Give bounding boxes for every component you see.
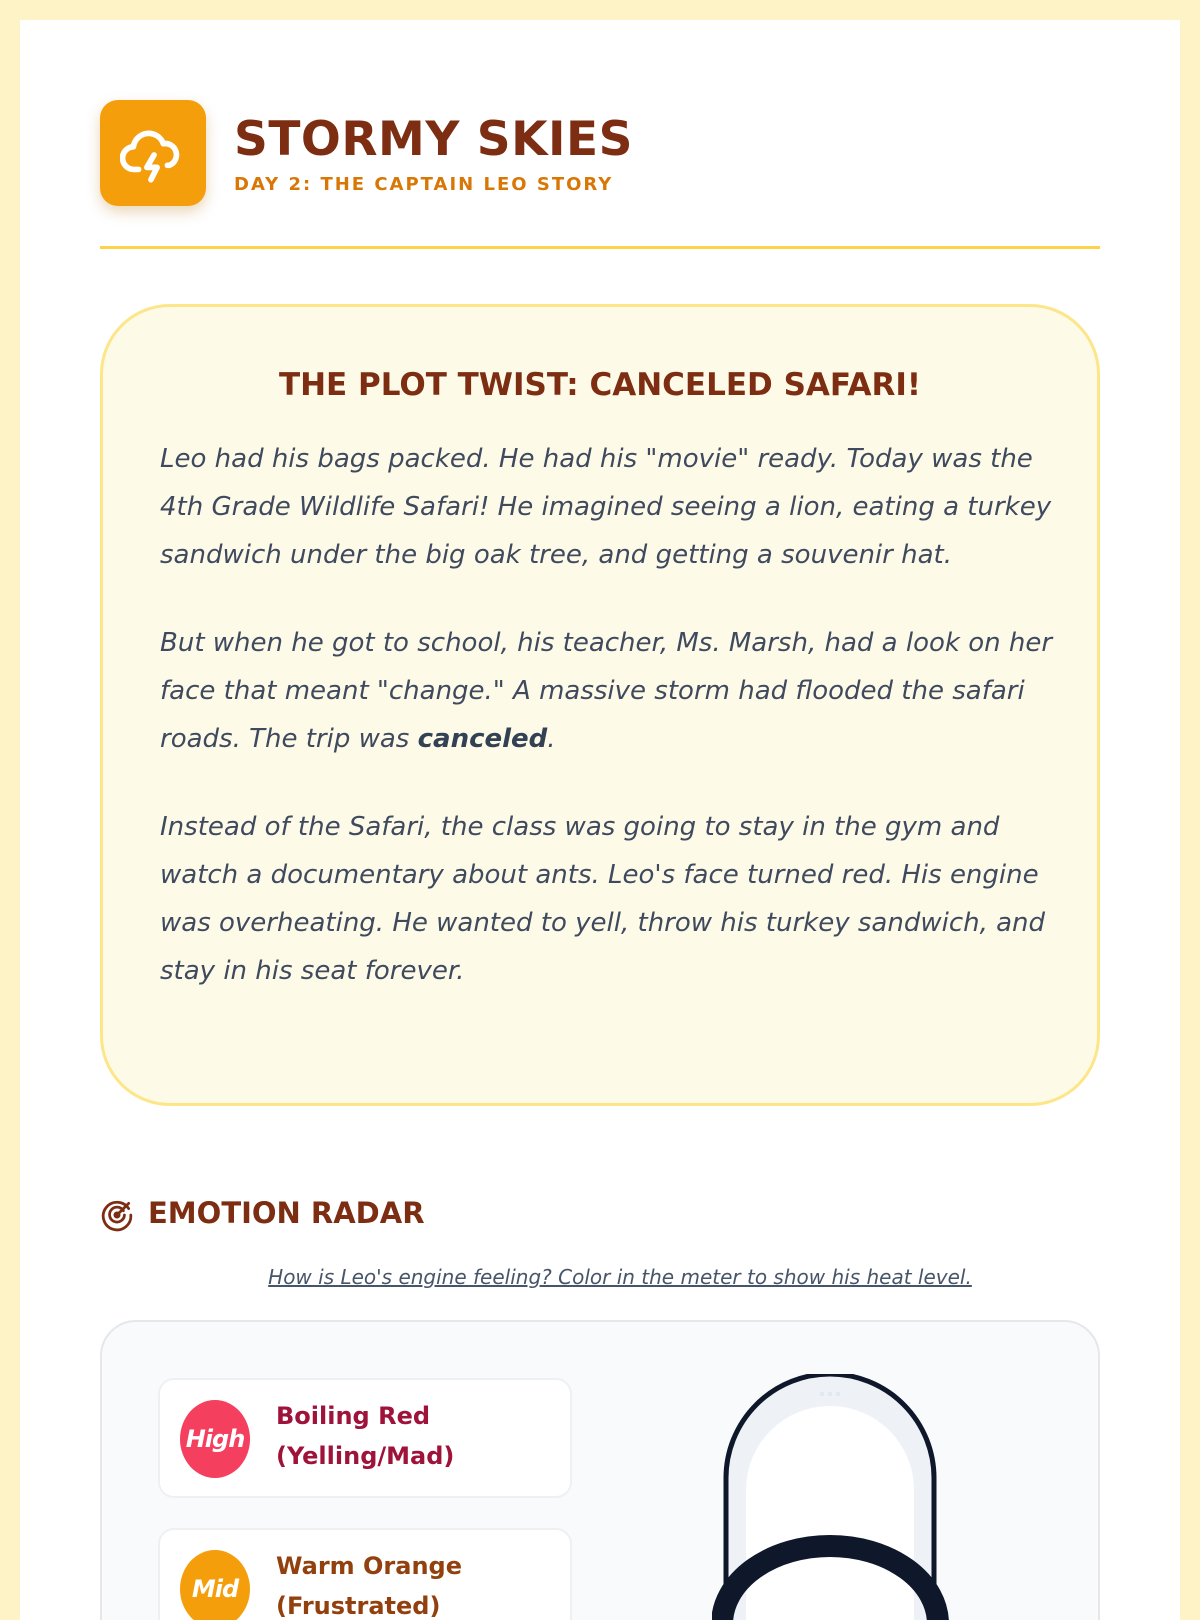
story-title: THE PLOT TWIST: CANCELED SAFARI! <box>278 367 922 403</box>
heat-thermometer[interactable] <box>712 1374 952 1620</box>
story-paragraph-3: Instead of the Safari, the class was going to stay in the gym and watch a documentary about ants. Leo's face turned red. His engine was overheating. He wanted to yell, throw his turkey sandwich, and stay in his seat forever. <box>160 812 1046 986</box>
story-paragraph-1: Leo had his bags packed. He had his "movie" ready. Today was the 4th Grade Wildlife Safari! He imagined seeing a lion, eating a turkey sandwich under the big oak tree, and getting a souvenir hat. <box>160 444 1052 570</box>
emotion-radar-title: EMOTION RADAR <box>148 1196 425 1230</box>
level-high-label: Boiling Red (Yelling/Mad) <box>276 1402 455 1470</box>
emotion-meter-panel <box>100 1320 1100 1620</box>
radar-icon <box>100 1198 134 1232</box>
page-title: STORMY SKIES <box>234 112 633 167</box>
storm-cloud-icon <box>120 122 186 188</box>
header-divider <box>100 246 1100 249</box>
header <box>100 100 1100 270</box>
level-mid <box>158 1528 572 1620</box>
canceled-emphasis: canceled <box>417 724 548 754</box>
story-paragraph-2-end: . <box>547 724 556 754</box>
level-mid-badge: Mid <box>180 1550 250 1620</box>
level-mid-label: Warm Orange (Frustrated) <box>276 1552 462 1620</box>
logo-badge <box>100 100 206 206</box>
meter-instruction: How is Leo's engine feeling? Color in the meter to show his heat level. <box>268 1265 972 1289</box>
emotion-radar-heading <box>100 1196 700 1236</box>
level-high <box>158 1378 572 1498</box>
story-body <box>160 435 1060 1035</box>
story-paragraph-2-text: But when he got to school, his teacher, Ms. Marsh, had a look on her face that meant "change." A massive storm had flooded the safari roads. The trip was <box>160 628 1053 754</box>
level-high-badge: High <box>180 1400 250 1478</box>
story-card <box>100 304 1100 1106</box>
page-subtitle: DAY 2: THE CAPTAIN LEO STORY <box>234 174 614 195</box>
story-paragraph-2 <box>160 619 1060 763</box>
page <box>20 20 1180 1620</box>
